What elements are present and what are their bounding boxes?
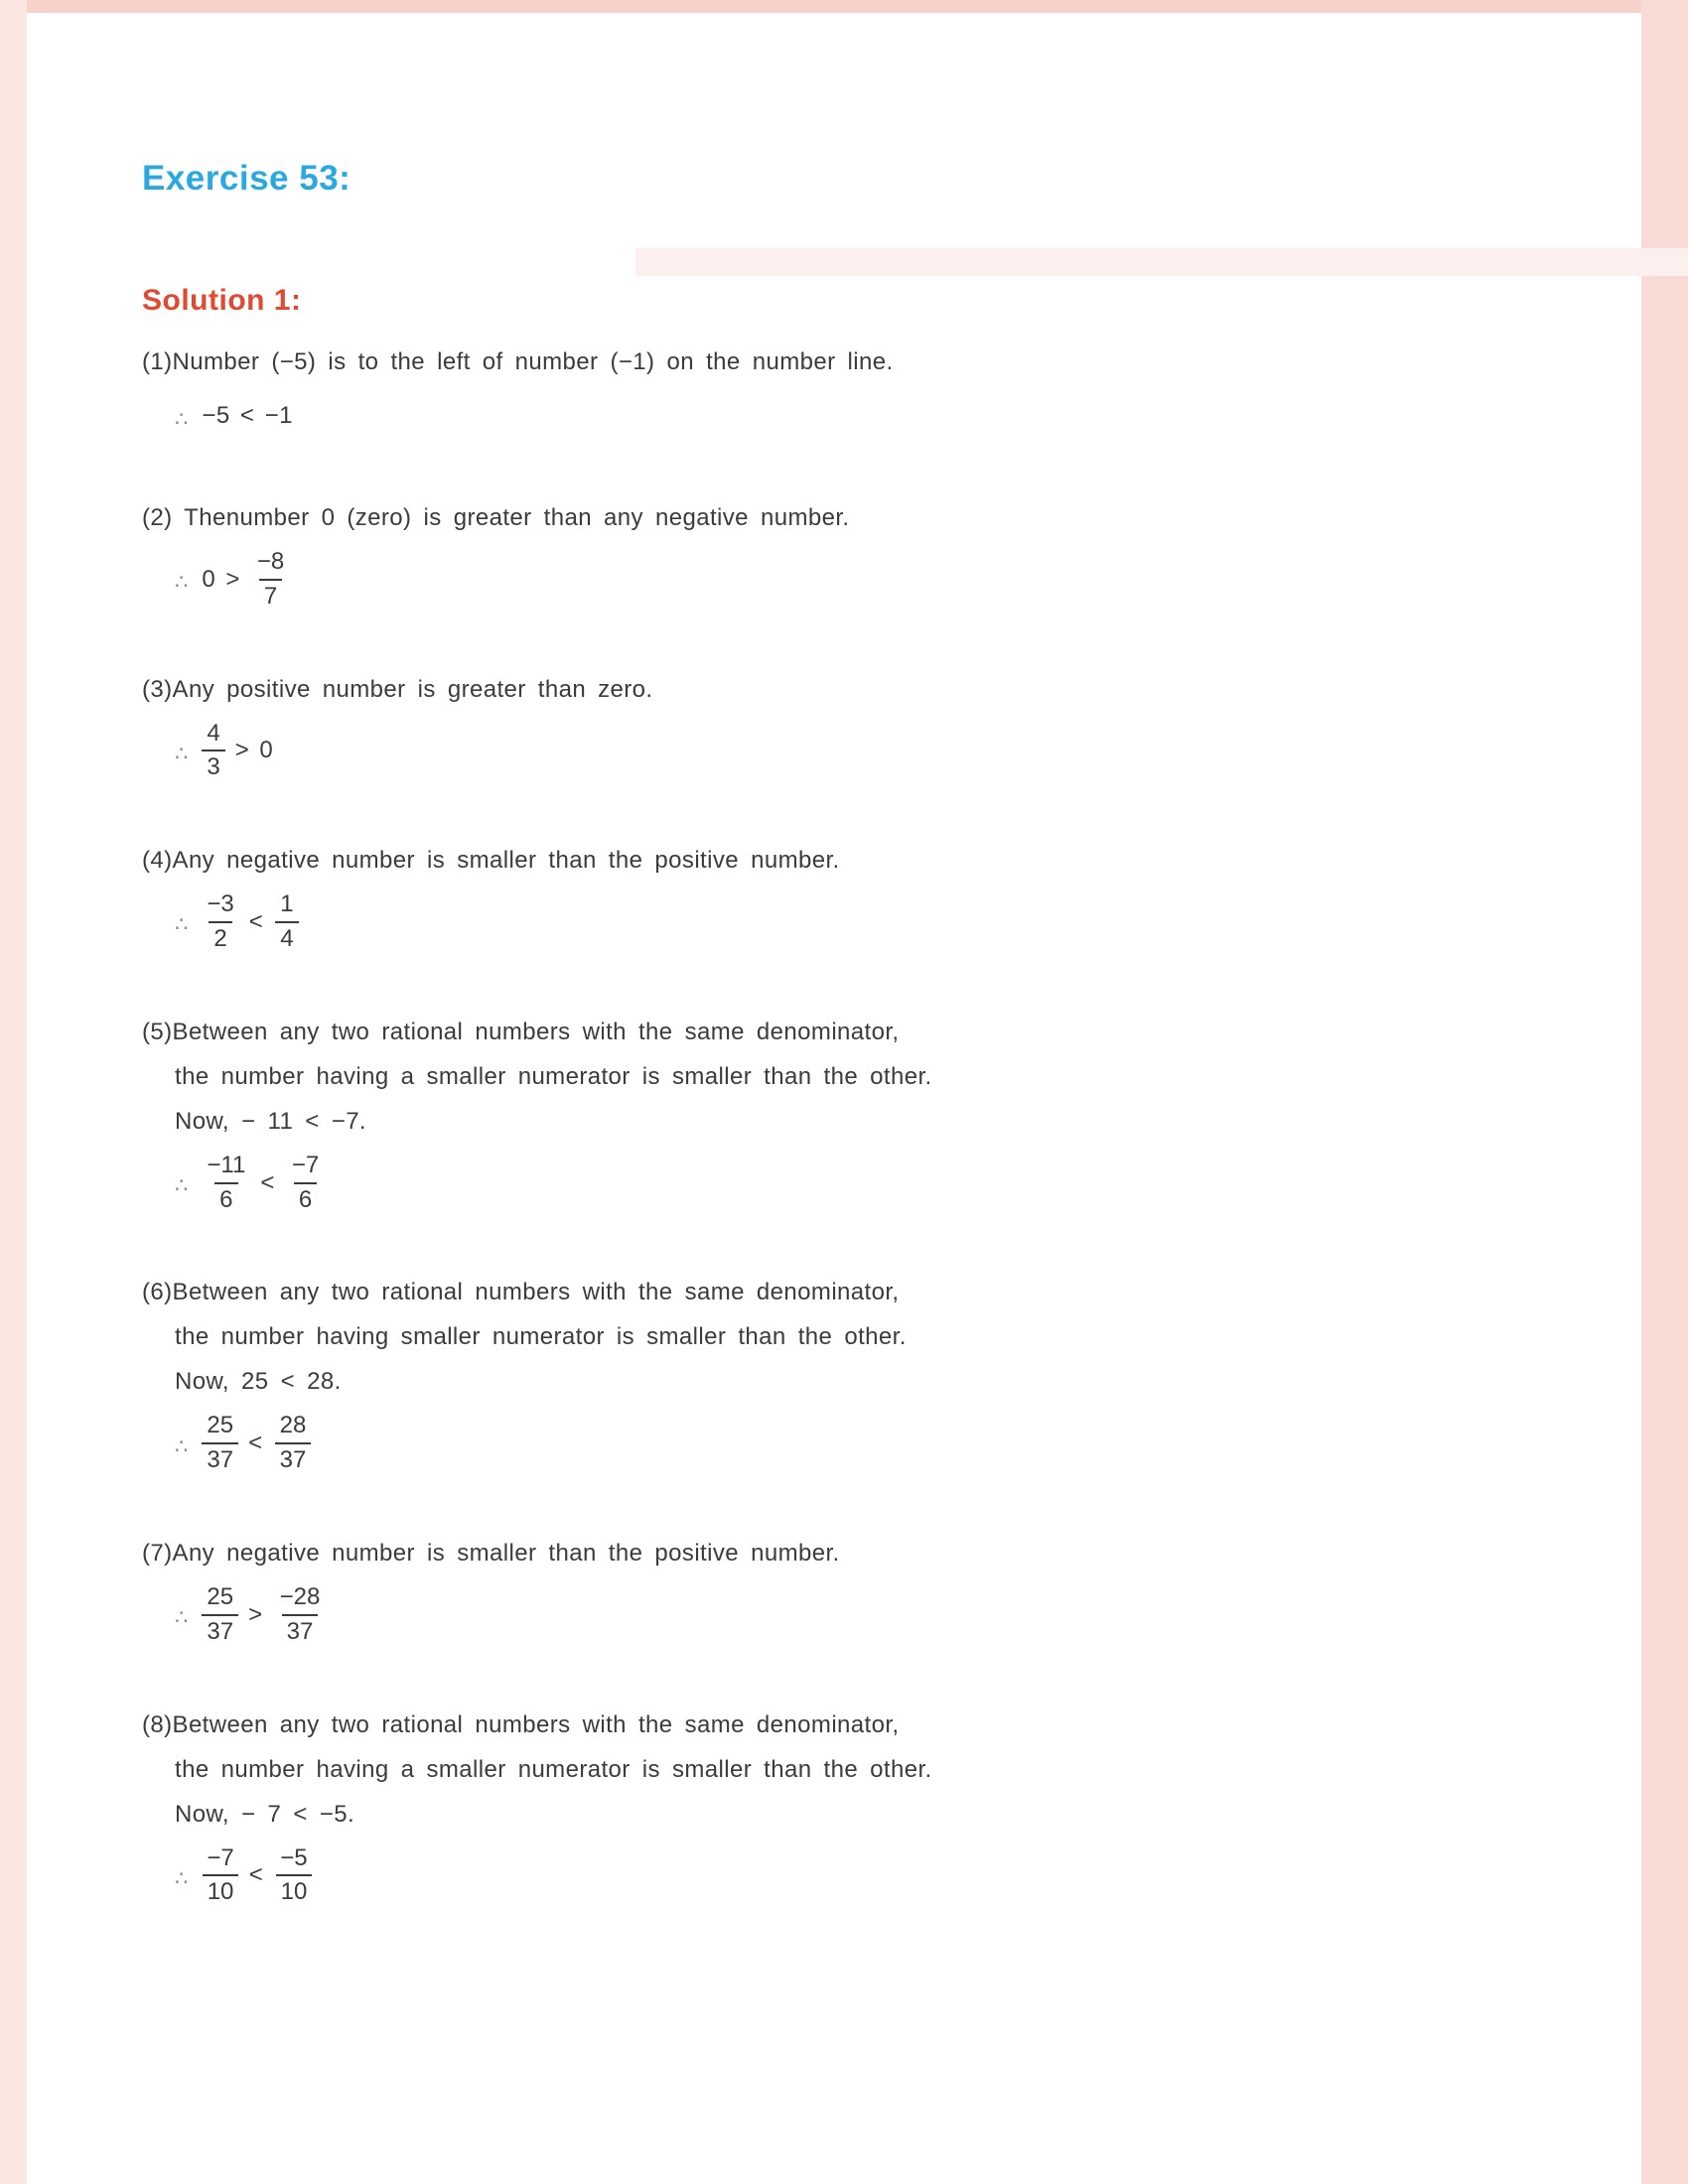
page-content [142, 159, 1393, 1963]
therefore-symbol: ∴ [175, 571, 189, 595]
solution-line: Now, 25 < 28. [175, 1368, 342, 1396]
solution-item [142, 1010, 1393, 1215]
fraction [252, 548, 289, 612]
solution-item [142, 1270, 1393, 1475]
fraction [202, 1844, 238, 1908]
conclusion-row [142, 1412, 1393, 1475]
page-edge-left [0, 0, 27, 2184]
math-text: −5 < −1 [202, 402, 293, 429]
fraction-numerator: 4 [207, 719, 220, 747]
fraction-denominator: 37 [202, 1442, 238, 1475]
fraction-numerator: −3 [207, 890, 234, 918]
solution-item [142, 1531, 1393, 1647]
conclusion-row [142, 392, 1393, 440]
fraction-numerator: 28 [279, 1412, 307, 1439]
fraction-denominator: 6 [294, 1182, 317, 1215]
fraction [202, 720, 224, 783]
fraction [275, 1412, 312, 1475]
fraction-numerator: −5 [280, 1843, 308, 1871]
fraction-denominator: 6 [214, 1182, 237, 1215]
fraction-denominator: 7 [259, 579, 282, 612]
therefore-symbol: ∴ [175, 742, 189, 765]
page-edge-top [0, 0, 1688, 13]
fraction-denominator: 4 [275, 921, 298, 954]
fraction-denominator: 10 [276, 1874, 313, 1907]
math-text: < [248, 1430, 263, 1457]
solution-line: the number having a smaller numerator is smaller than the other. [175, 1755, 932, 1783]
solution-line: (1)Number (−5) is to the left of number (−1) on the number line. [142, 348, 894, 375]
conclusion-row [142, 1583, 1393, 1647]
math-text: < [248, 907, 264, 935]
solution-line: the number having smaller numerator is smaller than the other. [175, 1323, 907, 1351]
fraction [202, 1152, 250, 1215]
fraction [275, 890, 298, 954]
math-text: < [248, 1861, 264, 1889]
fraction [202, 1583, 238, 1647]
fraction-numerator: −28 [279, 1582, 321, 1610]
fraction-numerator: 1 [280, 890, 294, 918]
solution-item [142, 495, 1393, 612]
solution-items [142, 340, 1393, 1907]
therefore-symbol: ∴ [175, 1606, 189, 1630]
solution-line: (8)Between any two rational numbers with the same denominator, [142, 1710, 900, 1738]
fraction-denominator: 3 [202, 750, 224, 782]
solution-line: (6)Between any two rational numbers with the same denominator, [142, 1279, 900, 1306]
conclusion-row [142, 1844, 1393, 1908]
therefore-symbol: ∴ [175, 1174, 189, 1198]
page-edge-right [1641, 0, 1688, 2184]
fraction-numerator: 25 [207, 1412, 234, 1439]
conclusion-row [142, 548, 1393, 612]
solution-line: (7)Any negative number is smaller than the positive number. [142, 1539, 840, 1567]
solution-item [142, 667, 1393, 783]
solution-item [142, 340, 1393, 440]
fraction-numerator: −8 [256, 548, 285, 575]
exercise-heading: Exercise 53: [142, 159, 352, 198]
fraction-numerator: −7 [291, 1151, 320, 1178]
math-text: > [248, 1600, 263, 1628]
solution-line: (2) Thenumber 0 (zero) is greater than any negative number. [142, 504, 850, 531]
therefore-symbol: ∴ [175, 1866, 189, 1890]
fraction-numerator: −11 [207, 1151, 246, 1178]
solution-heading: Solution 1: [142, 284, 302, 317]
math-text: 0 > [202, 565, 240, 593]
fraction-denominator: 37 [202, 1614, 238, 1647]
solution-line: Now, − 11 < −7. [175, 1107, 367, 1135]
fraction-denominator: 2 [209, 921, 231, 954]
fraction-denominator: 37 [275, 1442, 312, 1475]
fraction-numerator: 25 [207, 1582, 234, 1610]
fraction [287, 1152, 324, 1215]
math-text: < [260, 1168, 275, 1196]
therefore-symbol: ∴ [175, 407, 189, 431]
therefore-symbol: ∴ [175, 1434, 189, 1458]
conclusion-row [142, 890, 1393, 954]
solution-item [142, 838, 1393, 954]
fraction [275, 1844, 312, 1908]
solution-line: (5)Between any two rational numbers with the same denominator, [142, 1018, 900, 1045]
solution-line: the number having a smaller numerator is smaller than the other. [175, 1062, 932, 1090]
fraction-numerator: −7 [207, 1843, 234, 1871]
solution-line: (4)Any negative number is smaller than the positive number. [142, 847, 840, 875]
conclusion-row [142, 720, 1393, 783]
conclusion-row [142, 1152, 1393, 1215]
fraction-denominator: 37 [282, 1614, 319, 1647]
solution-line: (3)Any positive number is greater than zero. [142, 675, 653, 703]
fraction [202, 1412, 238, 1475]
fraction [275, 1583, 326, 1647]
therefore-symbol: ∴ [175, 913, 189, 937]
solution-line: Now, − 7 < −5. [175, 1800, 355, 1828]
math-text: > 0 [234, 737, 274, 764]
solution-item [142, 1703, 1393, 1908]
fraction-denominator: 10 [203, 1874, 239, 1907]
fraction [202, 890, 238, 954]
